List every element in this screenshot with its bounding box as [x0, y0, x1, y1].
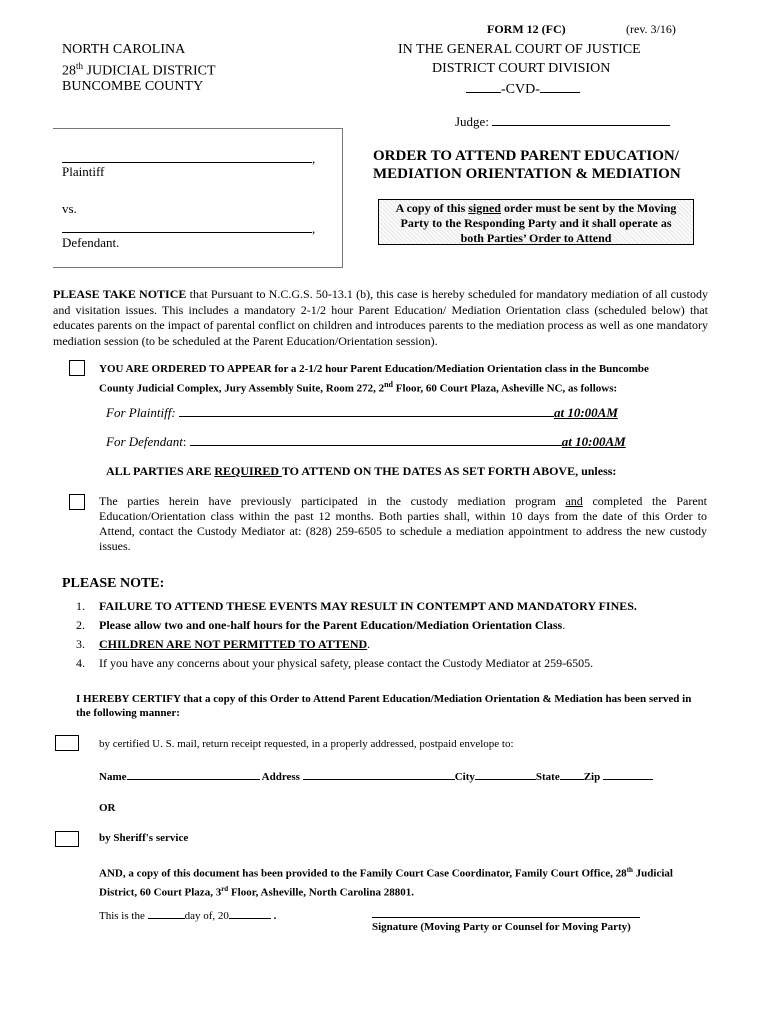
sheriff-service-checkbox[interactable] — [55, 831, 79, 847]
notice-paragraph: PLEASE TAKE NOTICE that Pursuant to N.C.G.S. 50-13.1 (b), this case is hereby scheduled for mandatory mediation of all custody and visitation issues. This includes a mandatory 2-1/2 hour Parent Education/ Mediation Orientation class (scheduled below) that educates parents on the impact of parental conflict on children and introduces parents to the mediation process as well as one mandatory mediation session (to be scheduled at the Parent Education/Orientation session). — [53, 287, 708, 348]
order-title-line2: MEDIATION ORIENTATION & MEDIATION — [373, 166, 681, 182]
prior-participation-text: The parties herein have previously participated in the custody mediation program and completed the Parent Education/Orientation class within the past 12 months. Both parties shall, within 10 days from the date of this Order to Attend, contact the Custody Mediator at: (828) 259-6505 to schedule a mediation appointment to address the new custody issues. — [99, 494, 708, 553]
file-number-field[interactable] — [540, 80, 580, 93]
defendant-date-field[interactable] — [190, 433, 562, 446]
list-item: 1. FAILURE TO ATTEND THESE EVENTS MAY RESULT IN CONTEMPT AND MANDATORY FINES. — [76, 599, 637, 613]
address-row: Name Address City State Zip — [99, 769, 653, 783]
plaintiff-date-field[interactable] — [179, 404, 554, 417]
signature-line[interactable] — [372, 917, 640, 918]
copy-notice-box: A copy of this signed order must be sent by the Moving Party to the Responding Party and it shall operate as both Parties’ Order to Attend — [378, 199, 694, 245]
revision-date: (rev. 3/16) — [626, 22, 676, 36]
order-appear-text: YOU ARE ORDERED TO APPEAR for a 2-1/2 hour Parent Education/Mediation Orientation class in the Buncombe County Judicial Complex, Jury Assembly Suite, Room 272, 2nd Floor, 60 Court Plaza, Asheville NC, as follows: — [99, 363, 649, 395]
prior-participation-checkbox[interactable] — [69, 494, 85, 510]
list-item: 3. CHILDREN ARE NOT PERMITTED TO ATTEND. — [76, 637, 371, 651]
state-name: NORTH CAROLINA — [62, 42, 186, 57]
defendant-name-row: , — [62, 220, 315, 237]
defendant-label: Defendant. — [62, 235, 120, 250]
day-field[interactable] — [148, 908, 185, 919]
signature-label: Signature (Moving Party or Counsel for Moving Party) — [372, 921, 631, 933]
versus-label: vs. — [62, 201, 77, 216]
judicial-district: 28th JUDICIAL DISTRICT — [62, 61, 216, 79]
defendant-date-row: For Defendant: at 10:00AM — [106, 434, 626, 449]
list-item: 4. If you have any concerns about your physical safety, please contact the Custody Mediator at 259-6505. — [76, 656, 594, 670]
certify-statement: I HEREBY CERTIFY that a copy of this Order to Attend Parent Education/Mediation Orientation & Mediation has been served in the following manner: — [76, 693, 692, 719]
order-title-line1: ORDER TO ATTEND PARENT EDUCATION/ — [373, 148, 679, 164]
county-name: BUNCOMBE COUNTY — [62, 79, 204, 94]
plaintiff-name-row: , — [62, 150, 315, 167]
or-label: OR — [99, 802, 116, 814]
certified-mail-label: by certified U. S. mail, return receipt requested, in a properly addressed, postpaid envelope to: — [99, 738, 514, 750]
court-name: IN THE GENERAL COURT OF JUSTICE — [398, 42, 641, 57]
required-notice: ALL PARTIES ARE REQUIRED TO ATTEND ON THE DATES AS SET FORTH ABOVE, unless: — [106, 464, 617, 478]
coordinator-copy-statement: AND, a copy of this document has been provided to the Family Court Case Coordinator, Family Court Office, 28th Judicial District, 60 Court Plaza, 3rd Floor, Asheville, North Carolina 28801. — [99, 866, 673, 899]
file-year-field[interactable] — [466, 80, 501, 93]
please-note-heading: PLEASE NOTE: — [62, 576, 165, 591]
plaintiff-label: Plaintiff — [62, 164, 105, 179]
address-field[interactable] — [303, 769, 455, 780]
state-field[interactable] — [560, 769, 584, 780]
year-field[interactable] — [229, 908, 271, 919]
zip-field[interactable] — [603, 769, 653, 780]
please-note-list — [76, 597, 637, 673]
judge-row: Judge: — [455, 113, 670, 130]
sheriff-service-label: by Sheriff's service — [99, 832, 189, 844]
name-field[interactable] — [127, 769, 260, 780]
order-appear-checkbox[interactable] — [69, 360, 85, 376]
defendant-name-field[interactable] — [62, 220, 312, 233]
form-id: FORM 12 (FC) — [487, 22, 566, 36]
plaintiff-name-field[interactable] — [62, 150, 312, 163]
city-field[interactable] — [475, 769, 536, 780]
court-division: DISTRICT COURT DIVISION — [432, 61, 611, 76]
date-row: This is the day of, 20 . — [99, 910, 277, 922]
certified-mail-checkbox[interactable] — [55, 735, 79, 751]
judge-field[interactable] — [492, 113, 670, 126]
plaintiff-date-row: For Plaintiff: at 10:00AM — [106, 405, 618, 420]
list-item: 2. Please allow two and one-half hours for the Parent Education/Mediation Orientation Class. — [76, 618, 566, 632]
file-number: -CVD- — [466, 80, 580, 98]
